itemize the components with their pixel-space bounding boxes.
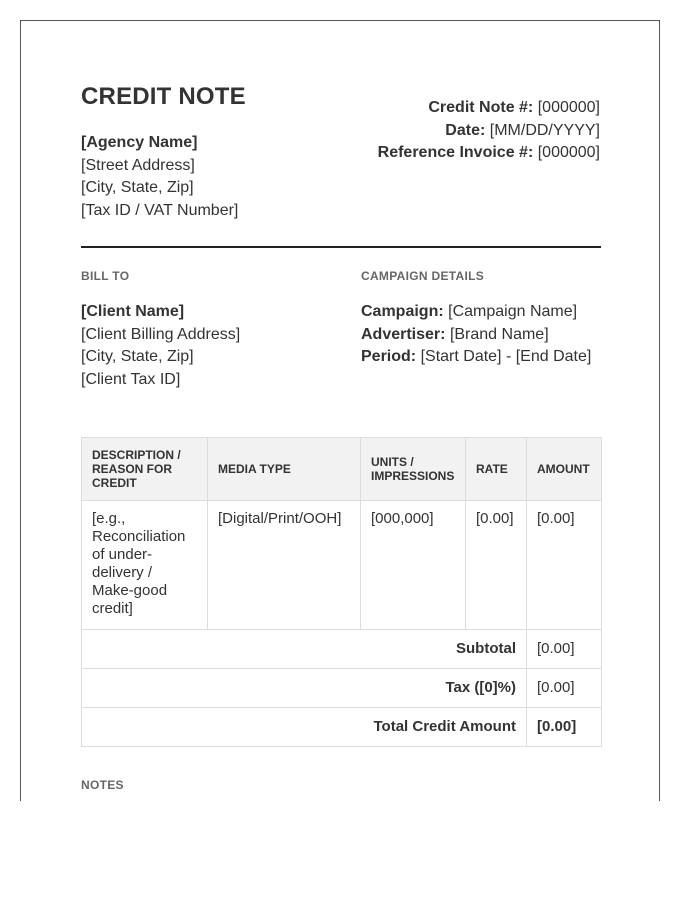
agency-name: [Agency Name] [81,134,198,151]
advertiser-value: [Brand Name] [449,325,549,343]
total-credit-label: Total Credit Amount [82,708,527,747]
agency-street: [Street Address] [81,156,195,174]
period-label: Period: [361,348,417,365]
period-value: [Start Date] - [End Date] [420,348,592,365]
item-description: [e.g., Reconciliation of under-delivery / Make-good credit] [82,501,208,630]
advertiser-label: Advertiser: [361,325,446,343]
period-row [361,346,591,369]
advertiser-row [361,324,591,347]
campaign-value: [Campaign Name] [448,303,578,320]
bill-to-heading: BILL TO [81,269,130,283]
credit-note-date [378,120,600,143]
item-units: [000,000] [361,501,466,630]
total-row [82,708,602,747]
item-rate: [0.00] [466,501,527,630]
total-credit-value: [0.00] [527,708,602,747]
credit-note-number-label: Credit Note #: [428,99,534,116]
agency-city: [City, State, Zip] [81,179,194,196]
document-title: CREDIT NOTE [81,83,246,110]
campaign-label: Campaign: [361,303,444,320]
tax-row [82,669,602,708]
credit-note-number-value: [000000] [537,99,600,116]
table-header-row [82,438,602,501]
bill-to-info [81,301,240,391]
table-row [82,501,602,630]
client-billing-address: [Client Billing Address] [81,325,241,343]
tax-label: Tax ([0]%) [82,669,527,708]
credit-note-meta [378,97,600,165]
subtotal-row [82,630,602,669]
column-header-rate: RATE [466,438,527,501]
subtotal-label: Subtotal [82,630,527,669]
credit-note-number [378,97,600,120]
credit-note-page [20,20,660,801]
tax-value: [0.00] [527,669,602,708]
column-header-description: DESCRIPTION / REASON FOR CREDIT [82,438,208,501]
campaign-details [361,301,591,369]
column-header-units: UNITS / IMPRESSIONS [361,438,466,501]
reference-invoice [378,142,600,165]
date-label: Date: [445,121,486,139]
notes-heading: NOTES [81,778,124,792]
subtotal-value: [0.00] [527,630,602,669]
client-tax-id: [Client Tax ID] [81,370,181,388]
reference-invoice-value: [000000] [537,144,600,161]
campaign-details-heading: CAMPAIGN DETAILS [361,269,485,283]
agency-tax-id: [Tax ID / VAT Number] [81,201,239,219]
client-name: [Client Name] [81,303,185,320]
item-media-type: [Digital/Print/OOH] [208,501,361,630]
agency-info [81,132,238,222]
client-city: [City, State, Zip] [81,348,194,365]
column-header-media-type: MEDIA TYPE [208,438,361,501]
campaign-row [361,301,591,324]
header-divider [81,246,601,248]
item-amount: [0.00] [527,501,602,630]
reference-invoice-label: Reference Invoice #: [377,144,534,161]
line-items-table [81,437,602,747]
date-value: [MM/DD/YYYY] [489,121,600,139]
column-header-amount: AMOUNT [527,438,602,501]
